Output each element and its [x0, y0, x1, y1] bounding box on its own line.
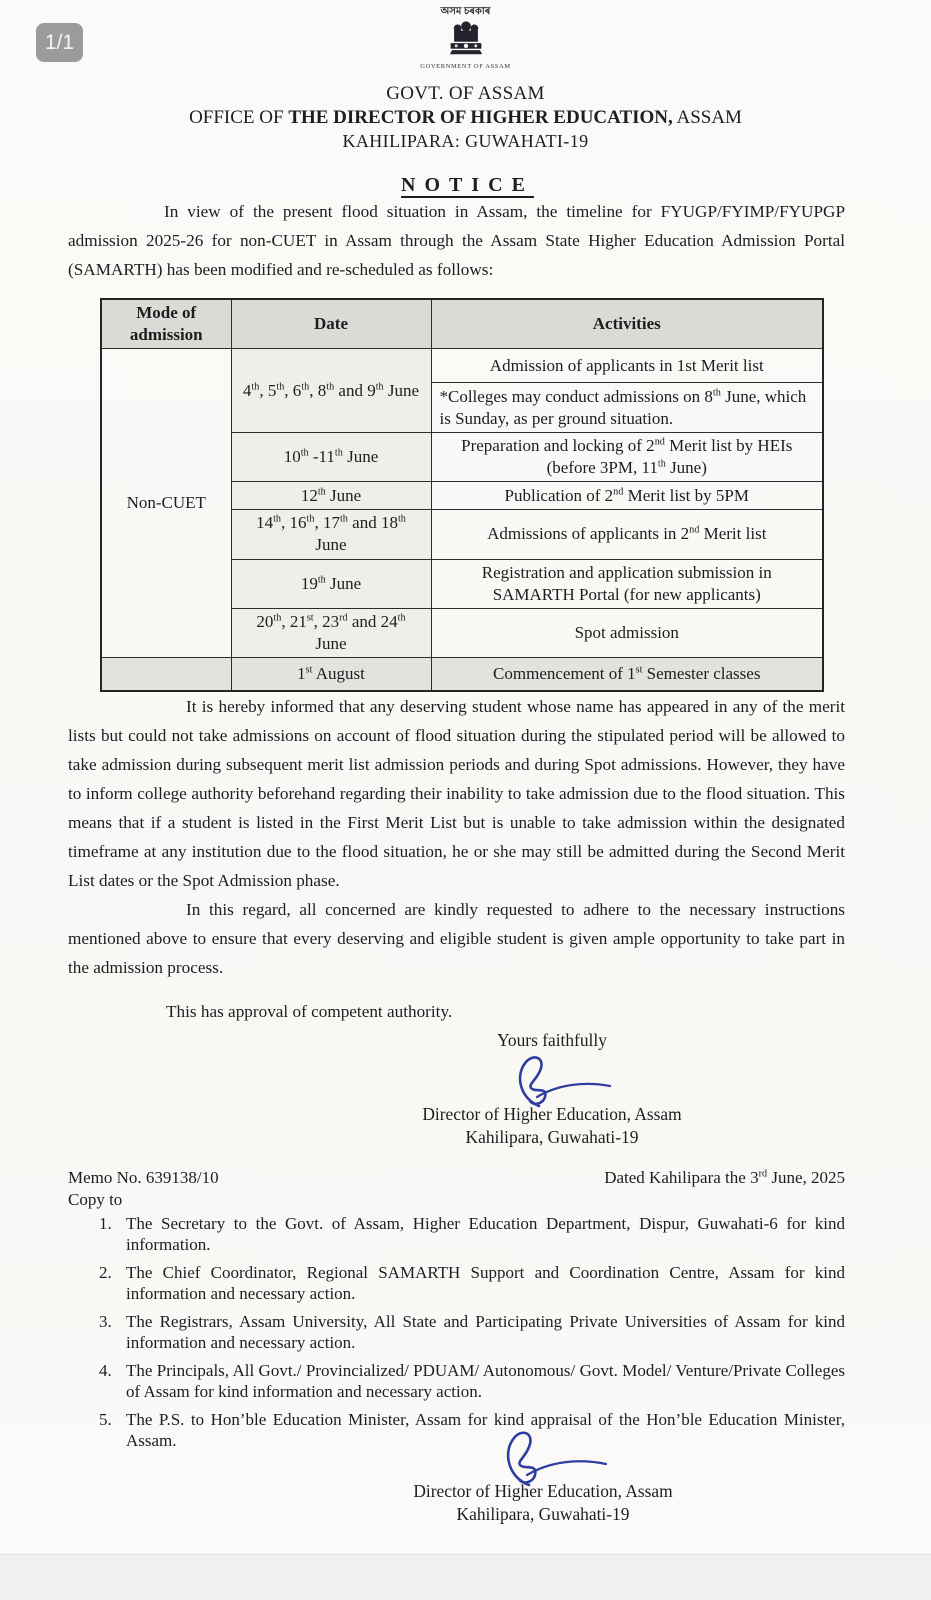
signatory-address: Kahilipara, Guwahati-19: [465, 1127, 639, 1148]
notice-title: NOTICE: [401, 174, 534, 196]
footer-signature-block: [398, 1428, 688, 1526]
org-line-office: [0, 107, 931, 129]
copy-to-list: [68, 1213, 845, 1451]
copy-list-item: 5. The P.S. to Hon’ble Education Minister, Assam for kind appraisal of the Hon’ble Education Minister, Assam.: [116, 1409, 845, 1451]
table-cell-activity: *Colleges may conduct admissions on 8th June, which is Sunday, as per ground situation.: [431, 383, 823, 433]
table-cell-mode: Non-CUET: [101, 349, 231, 658]
copy-list-item: 1. The Secretary to the Govt. of Assam, Higher Education Department, Dispur, Guwahati-6 for kind information.: [116, 1213, 845, 1255]
table-cell-activity: Preparation and locking of 2nd Merit list by HEIs (before 3PM, 11th June): [431, 433, 823, 482]
memo-dated: Dated Kahilipara the 3rd June, 2025: [604, 1168, 845, 1188]
table-cell-date: 20th, 21st, 23rd and 24th June: [231, 608, 431, 657]
table-cell-date: 1st August: [231, 657, 431, 691]
admission-schedule-table: [100, 298, 824, 692]
table-cell-activity: Publication of 2nd Merit list by 5PM: [431, 482, 823, 510]
approval-line: This has approval of competent authority.: [166, 1002, 453, 1022]
table-header-activities: Activities: [431, 299, 823, 349]
table-cell-activity: Admission of applicants in 1st Merit list: [431, 349, 823, 383]
copy-to-label: Copy to: [68, 1190, 123, 1210]
copy-list-item: 4. The Principals, All Govt./ Provincialized/ PDUAM/ Autonomous/ Govt. Model/ Venture/Private Colleges of Assam for kind information and necessary action.: [116, 1360, 845, 1402]
org-line-address: KAHILIPARA: GUWAHATI-19: [342, 131, 589, 151]
table-cell-date: 19th June: [231, 559, 431, 608]
document-body: [0, 197, 931, 1526]
emblem-caption: GOVERNMENT OF ASSAM: [420, 63, 511, 70]
footer-signatory-address: Kahilipara, Guwahati-19: [456, 1504, 630, 1525]
table-cell-activity: Registration and application submission in SAMARTH Portal (for new applicants): [431, 559, 823, 608]
document-header: [0, 0, 931, 197]
copy-list-item: 3. The Registrars, Assam University, All State and Participating Private Universities of Assam for kind information and necessary action.: [116, 1311, 845, 1353]
table-cell-empty: [101, 657, 231, 691]
signature-block: [412, 1030, 692, 1149]
table-cell-activity: Admissions of applicants in 2nd Merit list: [431, 510, 823, 559]
table-cell-date: 12th June: [231, 482, 431, 510]
salutation: Yours faithfully: [497, 1030, 607, 1051]
footer-signatory-title: Director of Higher Education, Assam: [413, 1481, 673, 1502]
copy-list-item: 2. The Chief Coordinator, Regional SAMARTH Support and Coordination Centre, Assam for kind information and necessary action.: [116, 1262, 845, 1304]
table-header-mode: Mode of admission: [101, 299, 231, 349]
office-suffix: ASSAM: [672, 107, 742, 128]
office-prefix: OFFICE OF: [189, 107, 289, 128]
intro-paragraph: In view of the present flood situation in Assam, the timeline for FYUGP/FYIMP/FYUPGP admission 2025-26 for non-CUET in Assam through the Assam State Higher Education Admission Portal (SAMARTH) has been modified and re-scheduled as follows:: [68, 202, 845, 279]
national-emblem: [0, 6, 931, 71]
memo-left: [68, 1167, 219, 1211]
emblem-assamese-text: অসম চৰকাৰ: [440, 6, 491, 17]
ashoka-lion-capital-icon: [0, 19, 931, 63]
notice-title-wrap: [0, 174, 931, 197]
office-bold: THE DIRECTOR OF HIGHER EDUCATION,: [288, 107, 673, 128]
info-paragraph: It is hereby informed that any deserving student whose name has appeared in any of the merit lists but could not take admissions on account of flood situation during the stipulated period will be allowed to take admission during subsequent merit list admission periods and during Spot admissions. However, they have to inform college authority beforehand regarding their inability to take admission due to the flood situation. This means that if a student is listed in the First Merit List but is unable to take admission within the designated timeframe at any institution due to the flood situation, he or she may still be admitted during the Second Merit List dates or the Spot Admission phase.: [68, 697, 845, 891]
table-cell-activity: Commencement of 1st Semester classes: [431, 657, 823, 691]
instruction-paragraph: In this regard, all concerned are kindly requested to adhere to the necessary instructions mentioned above to ensure that every deserving and eligible student is given ample opportunity to take part in the admission process.: [68, 900, 845, 978]
memo-number: Memo No. 639138/10: [68, 1168, 219, 1188]
table-cell-date: 4th, 5th, 6th, 8th and 9th June: [231, 349, 431, 433]
table-cell-date: 10th -11th June: [231, 433, 431, 482]
org-line-govt: GOVT. OF ASSAM: [386, 83, 545, 104]
table-cell-date: 14th, 16th, 17th and 18th June: [231, 510, 431, 559]
table-cell-activity: Spot admission: [431, 608, 823, 657]
page-indicator-badge: 1/1: [36, 23, 83, 62]
table-header-date: Date: [231, 299, 431, 349]
memo-row: [68, 1167, 845, 1211]
signatory-title: Director of Higher Education, Assam: [422, 1104, 682, 1125]
viewer-bottom-bar: [0, 1554, 931, 1600]
